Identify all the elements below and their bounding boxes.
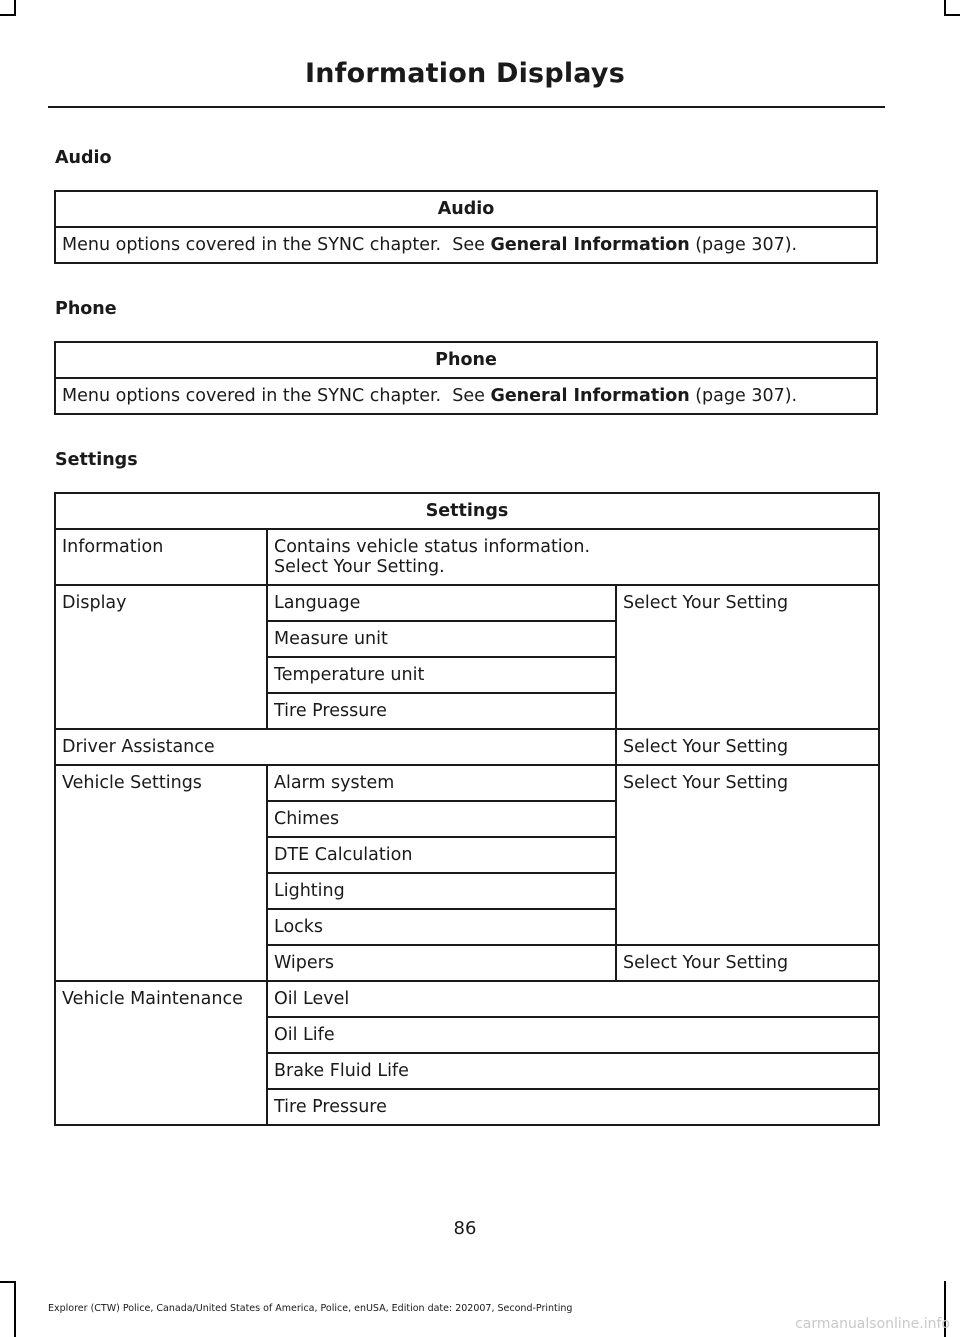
- phone-table-title: Phone: [55, 342, 877, 378]
- phone-table: [54, 341, 878, 415]
- section-heading-phone: Phone: [55, 299, 117, 319]
- information-line: Select Your Setting.: [274, 557, 445, 577]
- vehicle-maintenance-item-oil-level: Oil Level: [267, 981, 879, 1017]
- general-information-link[interactable]: General Information: [490, 235, 690, 255]
- vehicle-maintenance-item-oil-life: Oil Life: [267, 1017, 879, 1053]
- table-row: [55, 529, 879, 585]
- general-information-link[interactable]: General Information: [490, 386, 690, 406]
- section-heading-audio: Audio: [55, 148, 112, 168]
- table-row: [55, 765, 879, 801]
- vehicle-maintenance-item-tire-pressure: Tire Pressure: [267, 1089, 879, 1125]
- phone-row: [55, 378, 877, 414]
- audio-row-page-ref: (page 307).: [689, 235, 798, 255]
- crop-mark-bottom-left: [0, 1281, 16, 1283]
- vehicle-maintenance-item-brake-fluid-life: Brake Fluid Life: [267, 1053, 879, 1089]
- information-label: Information: [55, 529, 267, 585]
- crop-mark-bottom-left: [14, 1281, 16, 1337]
- phone-row-text: Menu options covered in the SYNC chapter. See: [62, 386, 491, 406]
- vehicle-settings-item-lighting: Lighting: [267, 873, 616, 909]
- display-item-measure-unit: Measure unit: [267, 621, 616, 657]
- vehicle-settings-label: Vehicle Settings: [55, 765, 267, 981]
- information-line: Contains vehicle status information.: [274, 537, 591, 557]
- audio-row: [55, 227, 877, 263]
- information-description: [267, 529, 879, 585]
- display-setting-value: Select Your Setting: [616, 585, 879, 729]
- vehicle-maintenance-label: Vehicle Maintenance: [55, 981, 267, 1125]
- footer-edition-info: Explorer (CTW) Police, Canada/United States of America, Police, enUSA, Edition date: 202007, Second-Printing: [48, 1303, 573, 1314]
- section-heading-settings: Settings: [55, 450, 138, 470]
- display-item-tire-pressure: Tire Pressure: [267, 693, 616, 729]
- settings-table: [54, 492, 880, 1126]
- wipers-setting-value: Select Your Setting: [616, 945, 879, 981]
- vehicle-settings-value: Select Your Setting: [616, 765, 879, 945]
- watermark: carmanualsonline.info: [795, 1316, 950, 1332]
- page-title: Information Displays: [305, 58, 625, 89]
- page-number: 86: [453, 1218, 477, 1239]
- settings-table-title: Settings: [55, 493, 879, 529]
- audio-row-text: Menu options covered in the SYNC chapter. See: [62, 235, 491, 255]
- table-row: [55, 981, 879, 1017]
- table-row: [55, 729, 879, 765]
- table-row: [55, 585, 879, 621]
- vehicle-settings-item-locks: Locks: [267, 909, 616, 945]
- audio-table: [54, 190, 878, 264]
- display-label: Display: [55, 585, 267, 729]
- crop-mark-top-right: [944, 14, 960, 16]
- vehicle-settings-item-chimes: Chimes: [267, 801, 616, 837]
- display-item-language: Language: [267, 585, 616, 621]
- header-rule: [48, 106, 885, 108]
- vehicle-settings-item-dte-calculation: DTE Calculation: [267, 837, 616, 873]
- driver-assistance-value: Select Your Setting: [616, 729, 879, 765]
- driver-assistance-label: Driver Assistance: [55, 729, 616, 765]
- audio-table-title: Audio: [55, 191, 877, 227]
- display-item-temperature-unit: Temperature unit: [267, 657, 616, 693]
- crop-mark-top-left: [0, 14, 16, 16]
- phone-row-page-ref: (page 307).: [689, 386, 798, 406]
- vehicle-settings-item-alarm-system: Alarm system: [267, 765, 616, 801]
- vehicle-settings-item-wipers: Wipers: [267, 945, 616, 981]
